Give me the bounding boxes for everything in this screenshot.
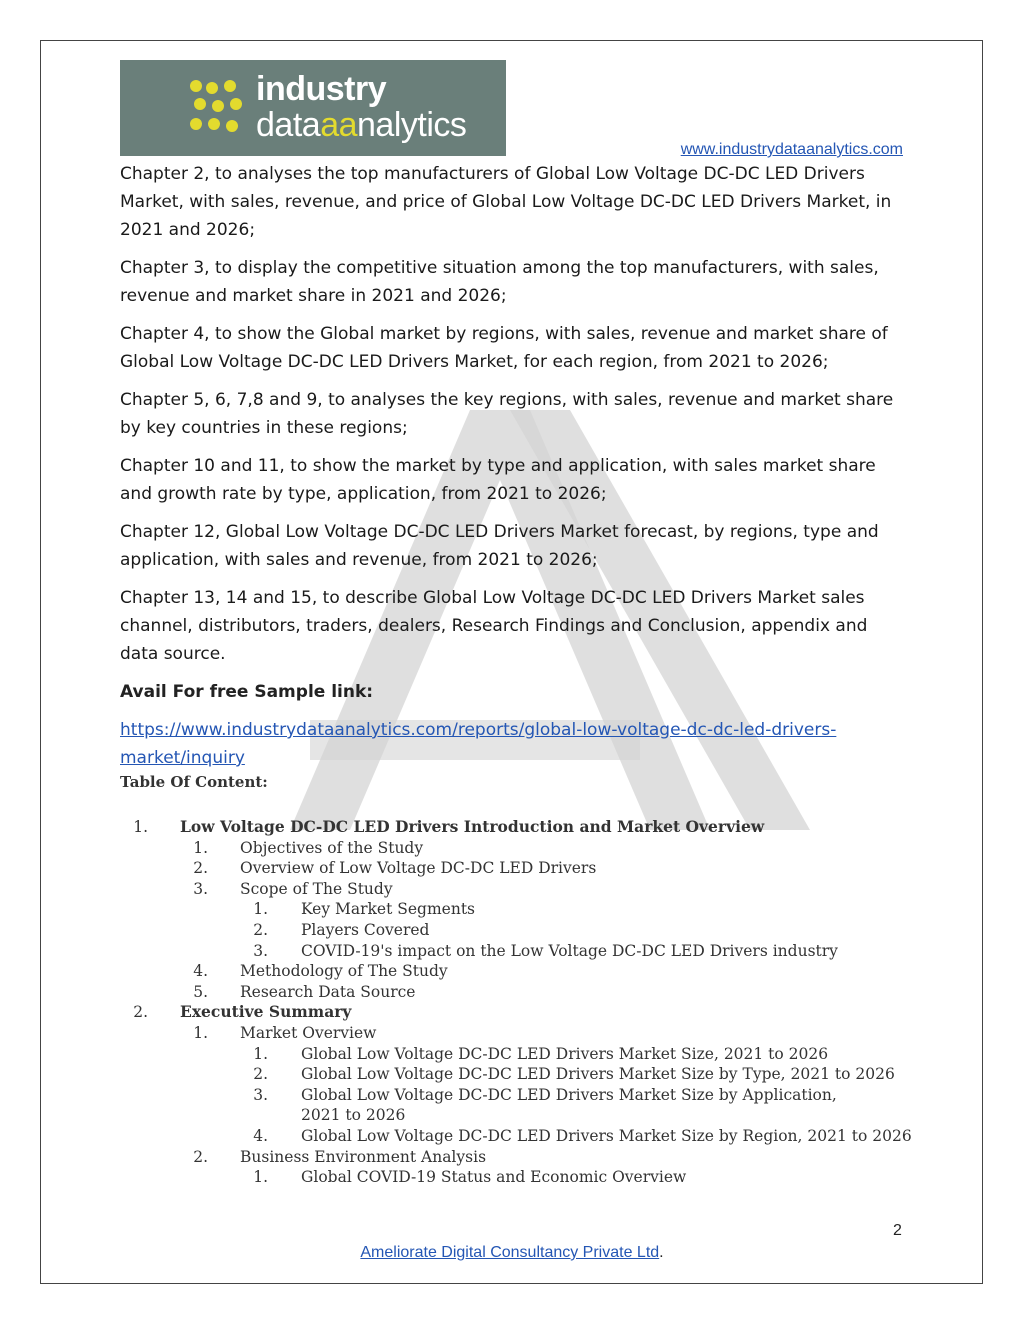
toc-item — [120, 1147, 910, 1168]
toc-item-label: Global Low Voltage DC-DC LED Drivers Market Size by Region, 2021 to 2026 — [301, 1126, 912, 1145]
toc-item — [120, 1085, 910, 1126]
paragraph-chapter-10-11: Chapter 10 and 11, to show the market by type and application, with sales market share and growth rate by type, application, from 2021 to 2026; — [120, 456, 876, 504]
sample-link-label: Avail For free Sample link: — [120, 682, 374, 702]
toc-item-number: 1. — [133, 818, 148, 836]
paragraph-chapter-12: Chapter 12, Global Low Voltage DC-DC LED Drivers Market forecast, by regions, type and application, with sales and revenue, from 2021 to 2026; — [120, 522, 879, 570]
toc-item-number: 2. — [253, 1065, 268, 1084]
toc-item — [120, 1126, 910, 1147]
toc-item-number: 3. — [193, 879, 208, 898]
toc-title: Table Of Content: — [120, 773, 268, 791]
footer-company-link[interactable]: Ameliorate Digital Consultancy Private Ltd — [360, 1244, 660, 1261]
toc-item-label: Objectives of the Study — [240, 838, 424, 857]
paragraph-chapter-2: Chapter 2, to analyses the top manufacturers of Global Low Voltage DC-DC LED Drivers Market, with sales, revenue, and price of Global Low Voltage DC-DC LED Drivers Market, in 2021 and 2026; — [120, 164, 892, 240]
company-logo — [120, 60, 506, 156]
sample-link[interactable]: https://www.industrydataanalytics.com/reports/global-low-voltage-dc-dc-led-drivers-market/inquiry — [120, 720, 837, 768]
toc-item — [120, 920, 910, 941]
paragraph-chapter-5-9: Chapter 5, 6, 7,8 and 9, to analyses the key regions, with sales, revenue and market share by key countries in these regions; — [120, 390, 894, 438]
site-url-link[interactable]: www.industrydataanalytics.com — [680, 141, 903, 158]
toc-item-label: Players Covered — [301, 920, 430, 939]
toc-item — [120, 1064, 910, 1085]
toc-item — [120, 817, 910, 838]
toc-item-label: Key Market Segments — [301, 900, 476, 919]
toc-item-label: COVID-19's impact on the Low Voltage DC-DC LED Drivers industry — [301, 941, 838, 960]
toc-item-label: Market Overview — [240, 1023, 377, 1042]
toc-item-number: 2. — [133, 1003, 148, 1022]
footer — [0, 1244, 1024, 1262]
toc-item-number: 1. — [253, 1044, 268, 1063]
paragraph-chapter-13-15: Chapter 13, 14 and 15, to describe Global Low Voltage DC-DC LED Drivers Market sales channel, distributors, traders, dealers, Research Findings and Conclusion, appendix and data source. — [120, 588, 868, 664]
toc-item-label: Executive Summary — [180, 1002, 352, 1022]
toc-item — [120, 961, 910, 982]
toc-item-number: 4. — [253, 1126, 268, 1145]
toc-item-number: 1. — [193, 838, 208, 857]
logo-dots-icon — [188, 78, 248, 138]
toc-item-number: 5. — [193, 982, 208, 1001]
toc-item-number: 3. — [253, 941, 268, 960]
toc-item-label: Low Voltage DC-DC LED Drivers Introduction and Market Overview — [180, 817, 765, 836]
toc-item-label: Global Low Voltage DC-DC LED Drivers Market Size by Application, 2021 to 2026 — [301, 1085, 837, 1125]
toc-item — [120, 982, 910, 1003]
toc-item-number: 2. — [253, 920, 268, 939]
toc-item-label: Global COVID-19 Status and Economic Overview — [301, 1168, 687, 1187]
paragraph-chapter-3: Chapter 3, to display the competitive situation among the top manufacturers, with sales, revenue and market share in 2021 and 2026; — [120, 258, 879, 306]
toc-item — [120, 941, 910, 962]
toc-item — [120, 1002, 910, 1023]
paragraph-chapter-4: Chapter 4, to show the Global market by regions, with sales, revenue and market share of Global Low Voltage DC-DC LED Drivers Market, for each region, from 2021 to 2026; — [120, 324, 888, 372]
toc-item — [120, 899, 910, 920]
toc-item-label: Methodology of The Study — [240, 962, 448, 981]
toc-item-label: Research Data Source — [240, 982, 416, 1001]
footer-suffix: . — [659, 1244, 664, 1261]
toc-item — [120, 858, 910, 879]
logo-wordmark-dataanalytics: dataaanalytics — [256, 106, 467, 144]
toc-item — [120, 838, 910, 859]
toc-item — [120, 1167, 910, 1188]
page-number: 2 — [893, 1222, 902, 1239]
toc-item-label: Global Low Voltage DC-DC LED Drivers Market Size by Type, 2021 to 2026 — [301, 1065, 895, 1084]
toc-item — [120, 1023, 910, 1044]
toc-item-number: 1. — [193, 1023, 208, 1042]
toc-item-number: 1. — [253, 900, 268, 919]
toc-item-number: 3. — [253, 1085, 268, 1104]
toc-item-label: Overview of Low Voltage DC-DC LED Drivers — [240, 859, 597, 878]
logo-wordmark-industry: industry — [256, 70, 387, 108]
toc-item-number: 1. — [253, 1168, 268, 1187]
toc-item-label: Business Environment Analysis — [240, 1147, 487, 1166]
document-body — [120, 160, 910, 782]
toc-item-number: 2. — [193, 1147, 208, 1166]
toc-item — [120, 1044, 910, 1065]
toc-item-label: Scope of The Study — [240, 879, 393, 898]
table-of-contents — [120, 817, 910, 1188]
toc-item — [120, 879, 910, 900]
toc-item-number: 4. — [193, 962, 208, 981]
toc-item-number: 2. — [193, 859, 208, 878]
toc-item-label: Global Low Voltage DC-DC LED Drivers Market Size, 2021 to 2026 — [301, 1044, 829, 1063]
